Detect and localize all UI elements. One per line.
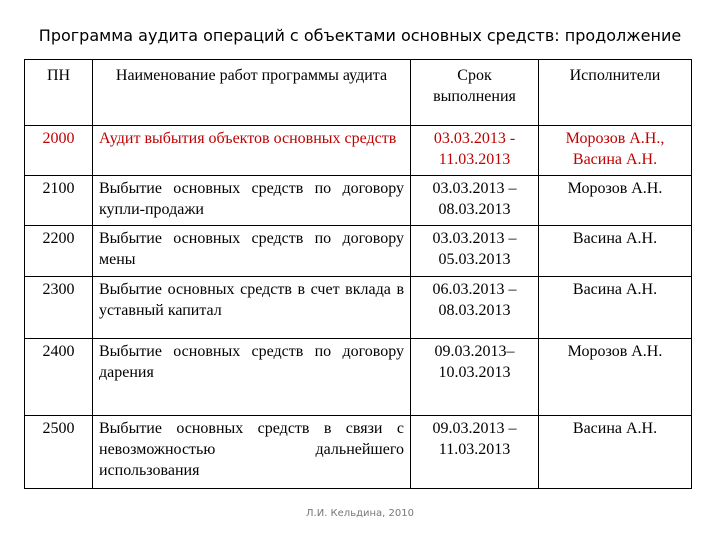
row-code: 2300 (25, 277, 93, 339)
row-executors: Морозов А.Н. (539, 176, 692, 226)
header-term: Срок выполнения (411, 60, 539, 126)
table-row (25, 277, 692, 339)
header-code: ПН (25, 60, 93, 126)
row-term: 09.03.2013– 10.03.2013 (411, 339, 539, 416)
row-name: Аудит выбытия объектов основных средств (93, 126, 411, 176)
page-title: Программа аудита операций с объектами основных средств: продолжение (38, 26, 682, 45)
row-term: 06.03.2013 – 08.03.2013 (411, 277, 539, 339)
header-executors: Исполнители (539, 60, 692, 126)
row-name: Выбытие основных средств в счет вклада в уставный капитал (93, 277, 411, 339)
table-row (25, 126, 692, 176)
footer-author: Л.И. Кельдина, 2010 (306, 508, 414, 519)
audit-program-table (24, 59, 692, 489)
row-code: 2100 (25, 176, 93, 226)
header-name: Наименование работ программы аудита (93, 60, 411, 126)
row-executors: Морозов А.Н. (539, 339, 692, 416)
row-executors: Васина А.Н. (539, 226, 692, 277)
row-executors: Васина А.Н. (539, 277, 692, 339)
row-term: 03.03.2013 - 11.03.2013 (411, 126, 539, 176)
row-name: Выбытие основных средств в связи с невозможностью дальнейшего использования (93, 416, 411, 489)
table-row (25, 416, 692, 489)
table-header-row (25, 60, 692, 126)
row-name: Выбытие основных средств по договору мены (93, 226, 411, 277)
row-code: 2500 (25, 416, 93, 489)
table-row (25, 339, 692, 416)
row-name: Выбытие основных средств по договору дарения (93, 339, 411, 416)
row-name: Выбытие основных средств по договору купли-продажи (93, 176, 411, 226)
row-term: 09.03.2013 – 11.03.2013 (411, 416, 539, 489)
row-code: 2000 (25, 126, 93, 176)
table-row (25, 176, 692, 226)
row-code: 2400 (25, 339, 93, 416)
row-executors: Васина А.Н. (539, 416, 692, 489)
row-executors: Морозов А.Н., Васина А.Н. (539, 126, 692, 176)
row-term: 03.03.2013 – 08.03.2013 (411, 176, 539, 226)
table-row (25, 226, 692, 277)
row-term: 03.03.2013 – 05.03.2013 (411, 226, 539, 277)
row-code: 2200 (25, 226, 93, 277)
